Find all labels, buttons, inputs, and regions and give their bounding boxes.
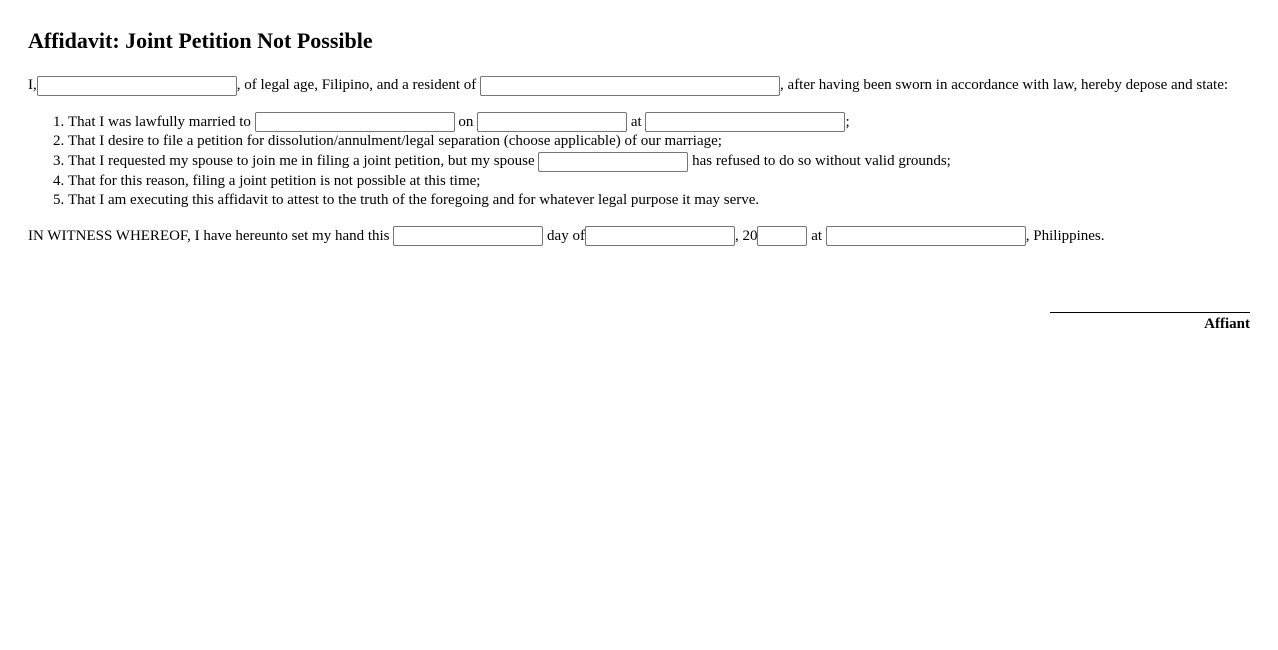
list-item-1 [68, 112, 1250, 133]
item-1-text-end: ; [845, 113, 850, 130]
item-1-text-on: on [458, 113, 474, 130]
item-1-text-a: That I was lawfully married to [68, 113, 251, 130]
intro-prefix: I, [28, 77, 37, 93]
witness-place-input[interactable] [826, 226, 1026, 246]
witness-day-input[interactable] [393, 226, 543, 246]
statements-list [28, 112, 1250, 210]
item-3-text-a: That I requested my spouse to join me in filing a joint petition, but my spouse [68, 153, 535, 170]
list-item-5: 5. That I am executing this affidavit to attest to the truth of the foregoing and for whatever legal purpose it may serve. [68, 191, 1250, 210]
witness-prefix: IN WITNESS WHEREOF, I have hereunto set my hand this [28, 227, 390, 244]
witness-at: at [811, 227, 823, 244]
witness-year-prefix: , 20 [734, 227, 758, 244]
marriage-date-input[interactable] [477, 112, 627, 132]
witness-day-of: day of [547, 227, 585, 244]
marriage-place-input[interactable] [645, 112, 845, 132]
witness-paragraph [28, 226, 1250, 247]
spouse-name-input[interactable] [538, 152, 688, 172]
list-item-2: 2. That I desire to file a petition for dissolution/annulment/legal separation (choose applicable) of our marriage; [68, 132, 1250, 151]
signature-line [1050, 312, 1250, 313]
witness-year-input[interactable] [757, 226, 807, 246]
intro-paragraph [28, 75, 1250, 96]
witness-month-input[interactable] [585, 226, 735, 246]
item-3-text-b: has refused to do so without valid grounds; [692, 153, 951, 170]
signature-block [1050, 312, 1250, 334]
married-to-input[interactable] [255, 112, 455, 132]
affiant-name-input[interactable] [37, 76, 237, 96]
intro-suffix: , after having been sworn in accordance with law, hereby depose and state: [780, 77, 1229, 93]
page-title: Affidavit: Joint Petition Not Possible [28, 28, 373, 53]
list-item-4: 4. That for this reason, filing a joint petition is not possible at this time; [68, 172, 1250, 191]
list-item-3 [68, 151, 1250, 172]
item-1-text-at: at [630, 113, 642, 130]
witness-suffix: , Philippines. [1025, 227, 1105, 244]
residence-input[interactable] [480, 76, 780, 96]
affiant-label: Affiant [1204, 316, 1250, 332]
intro-mid: , of legal age, Filipino, and a resident of [236, 77, 477, 93]
